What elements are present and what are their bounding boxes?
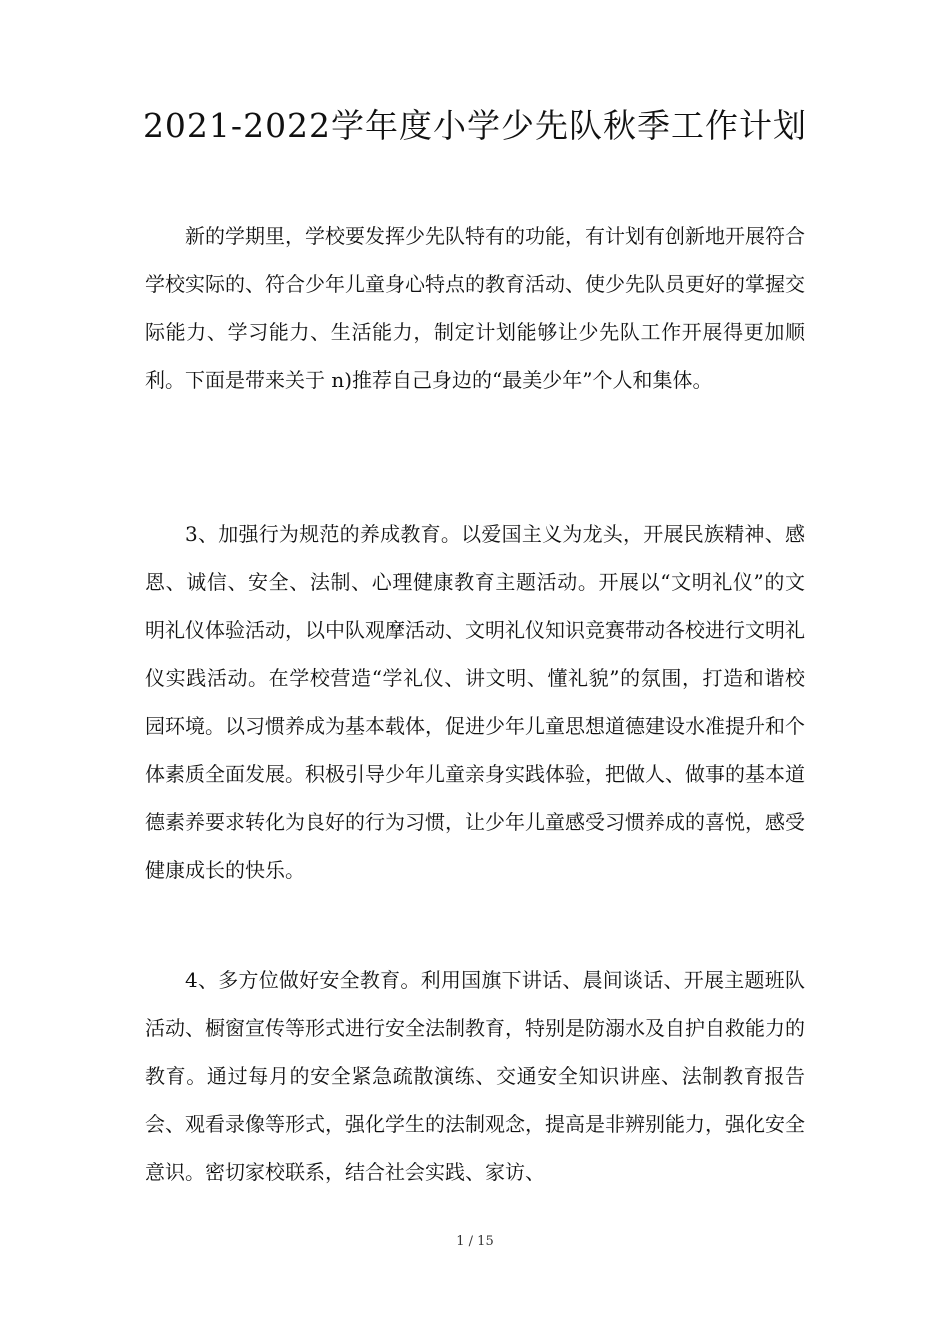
paragraph-intro: 新的学期里，学校要发挥少先队特有的功能，有计划有创新地开展符合学校实际的、符合少年儿童身心特点的教育活动、使少先队员更好的掌握交际能力、学习能力、生活能力，制定计划能够让少先队工作开展得更加顺利。下面是带来关于 n)推荐自己身边的“最美少年”个人和集体。 <box>145 224 805 392</box>
paragraph-safety-education: 4、多方位做好安全教育。利用国旗下讲话、晨间谈话、开展主题班队活动、橱窗宣传等形式进行安全法制教育，特别是防溺水及自护自救能力的教育。通过每月的安全紧急疏散演练、交通安全知识讲座、法制教育报告会、观看录像等形式，强化学生的法制观念，提高是非辨别能力，强化安全意识。密切家校联系，结合社会实践、家访、 <box>145 968 805 1184</box>
page-number: 1 / 15 <box>456 1234 494 1249</box>
paragraph-behavior-education: 3、加强行为规范的养成教育。以爱国主义为龙头，开展民族精神、感恩、诚信、安全、法制、心理健康教育主题活动。开展以“文明礼仪”的文明礼仪体验活动，以中队观摩活动、文明礼仪知识竞赛带动各校进行文明礼仪实践活动。在学校营造“学礼仪、讲文明、懂礼貌”的氛围，打造和谐校园环境。以习惯养成为基本载体，促进少年儿童思想道德建设水准提升和个体素质全面发展。积极引导少年儿童亲身实践体验，把做人、做事的基本道德素养要求转化为良好的行为习惯，让少年儿童感受习惯养成的喜悦，感受健康成长的快乐。 <box>145 522 805 882</box>
document-title: 2021-2022学年度小学少先队秋季工作计划 <box>142 106 808 145</box>
